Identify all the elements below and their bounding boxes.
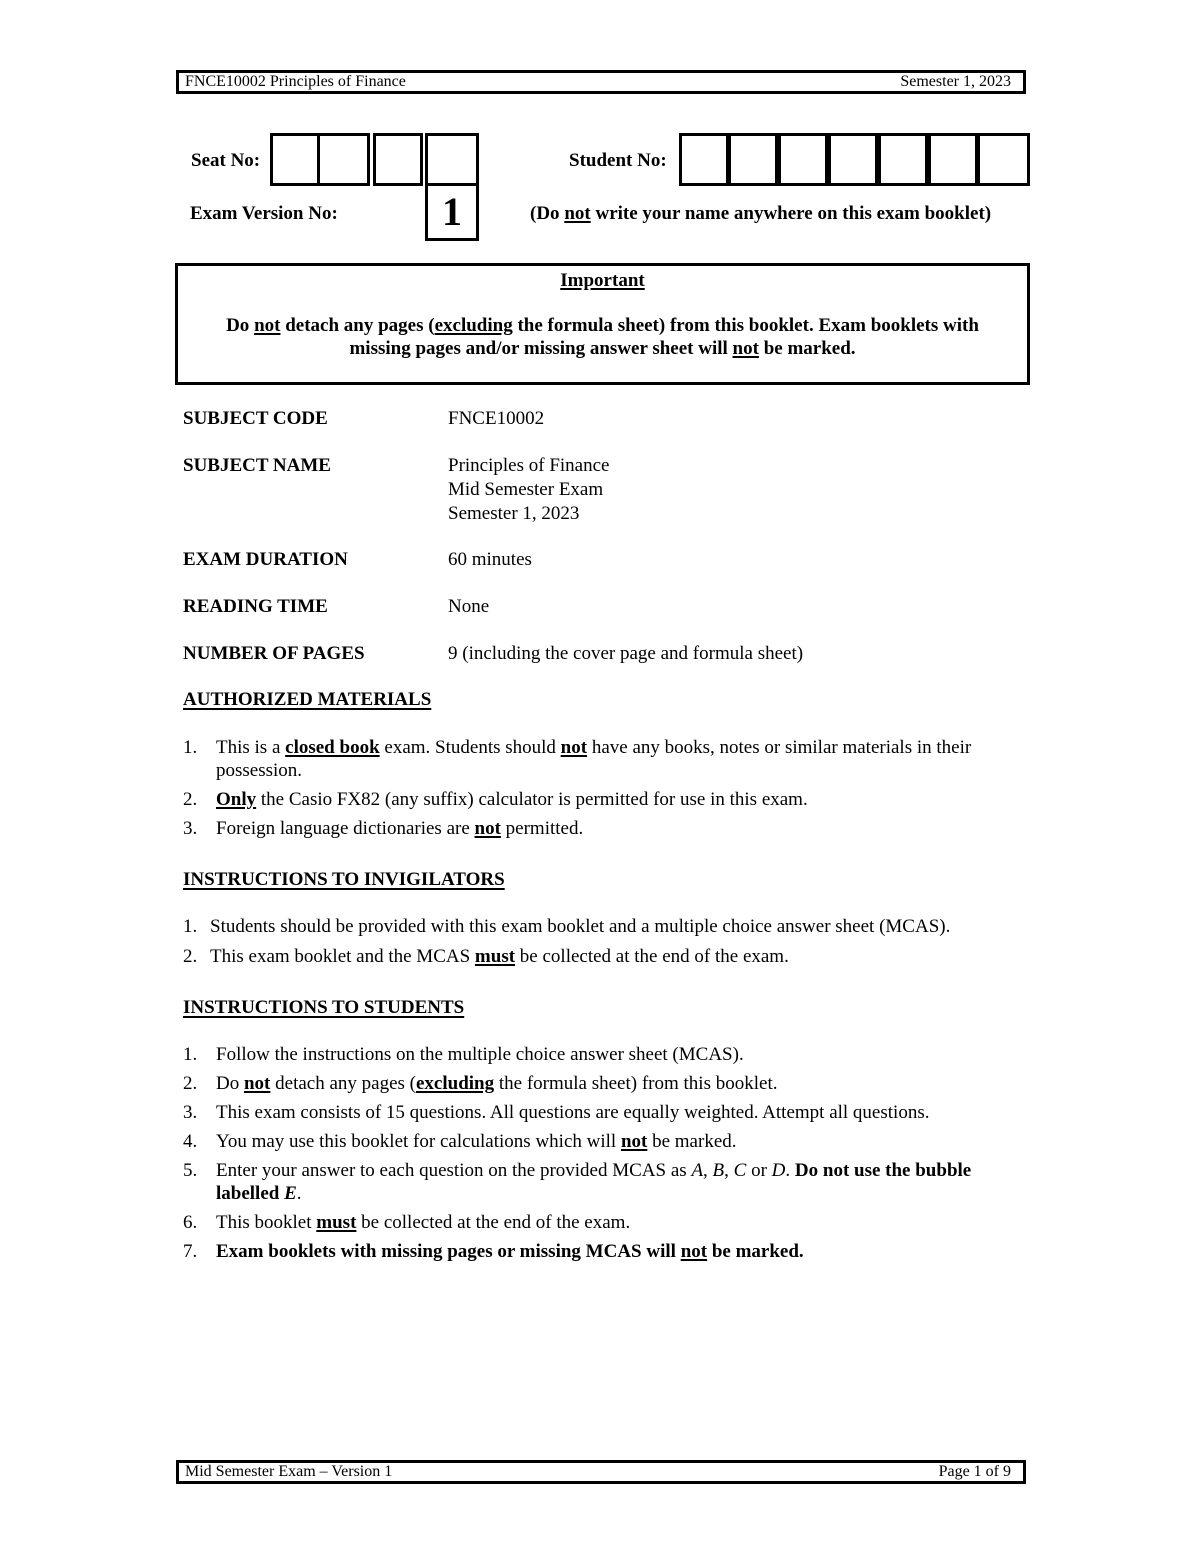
exam-duration-label: EXAM DURATION: [183, 549, 348, 570]
student-no-box[interactable]: [728, 133, 778, 186]
important-title: Important: [560, 270, 645, 291]
subject-name-label: SUBJECT NAME: [183, 455, 331, 476]
footer-page-number: Page 1 of 9: [938, 1463, 1011, 1480]
seat-no-box[interactable]: [320, 133, 370, 186]
reading-time-label: READING TIME: [183, 596, 328, 617]
number-of-pages-label: NUMBER OF PAGES: [183, 643, 365, 664]
authorized-materials-title: AUTHORIZED MATERIALS: [183, 689, 432, 710]
student-no-box[interactable]: [977, 133, 1030, 186]
student-no-label: Student No:: [569, 150, 667, 171]
seat-no-label: Seat No:: [191, 150, 261, 171]
subject-name-value: Principles of Finance Mid Semester Exam Semester 1, 2023: [448, 455, 610, 524]
page-header: [176, 70, 1026, 94]
student-no-box[interactable]: [778, 133, 828, 186]
page-footer: [176, 1460, 1026, 1484]
exam-duration-value: 60 minutes: [448, 549, 532, 570]
header-course: FNCE10002 Principles of Finance: [185, 73, 406, 90]
student-no-box[interactable]: [928, 133, 978, 186]
reading-time-value: None: [448, 596, 490, 617]
subject-code-value: FNCE10002: [448, 408, 545, 429]
student-no-box[interactable]: [878, 133, 928, 186]
exam-version-label: Exam Version No:: [190, 203, 338, 224]
no-name-note: (Do not write your name anywhere on this exam booklet): [530, 203, 992, 224]
seat-no-box[interactable]: [373, 133, 423, 186]
exam-version-value: 1: [425, 186, 479, 241]
important-text: Do not detach any pages (excluding the formula sheet) from this booklet. Exam booklets with missing pages and/or missing answer sheet will not be marked.: [226, 315, 979, 359]
footer-version: Mid Semester Exam – Version 1: [185, 1463, 393, 1480]
student-no-box[interactable]: [679, 133, 729, 186]
invigilators-title: INSTRUCTIONS TO INVIGILATORS: [183, 869, 505, 890]
seat-no-box[interactable]: [425, 133, 479, 186]
student-no-box[interactable]: [828, 133, 878, 186]
header-semester: Semester 1, 2023: [900, 73, 1011, 90]
students-title: INSTRUCTIONS TO STUDENTS: [183, 997, 465, 1018]
subject-code-label: SUBJECT CODE: [183, 408, 328, 429]
important-notice: [175, 263, 1030, 385]
number-of-pages-value: 9 (including the cover page and formula sheet): [448, 643, 804, 664]
seat-no-box[interactable]: [270, 133, 320, 186]
